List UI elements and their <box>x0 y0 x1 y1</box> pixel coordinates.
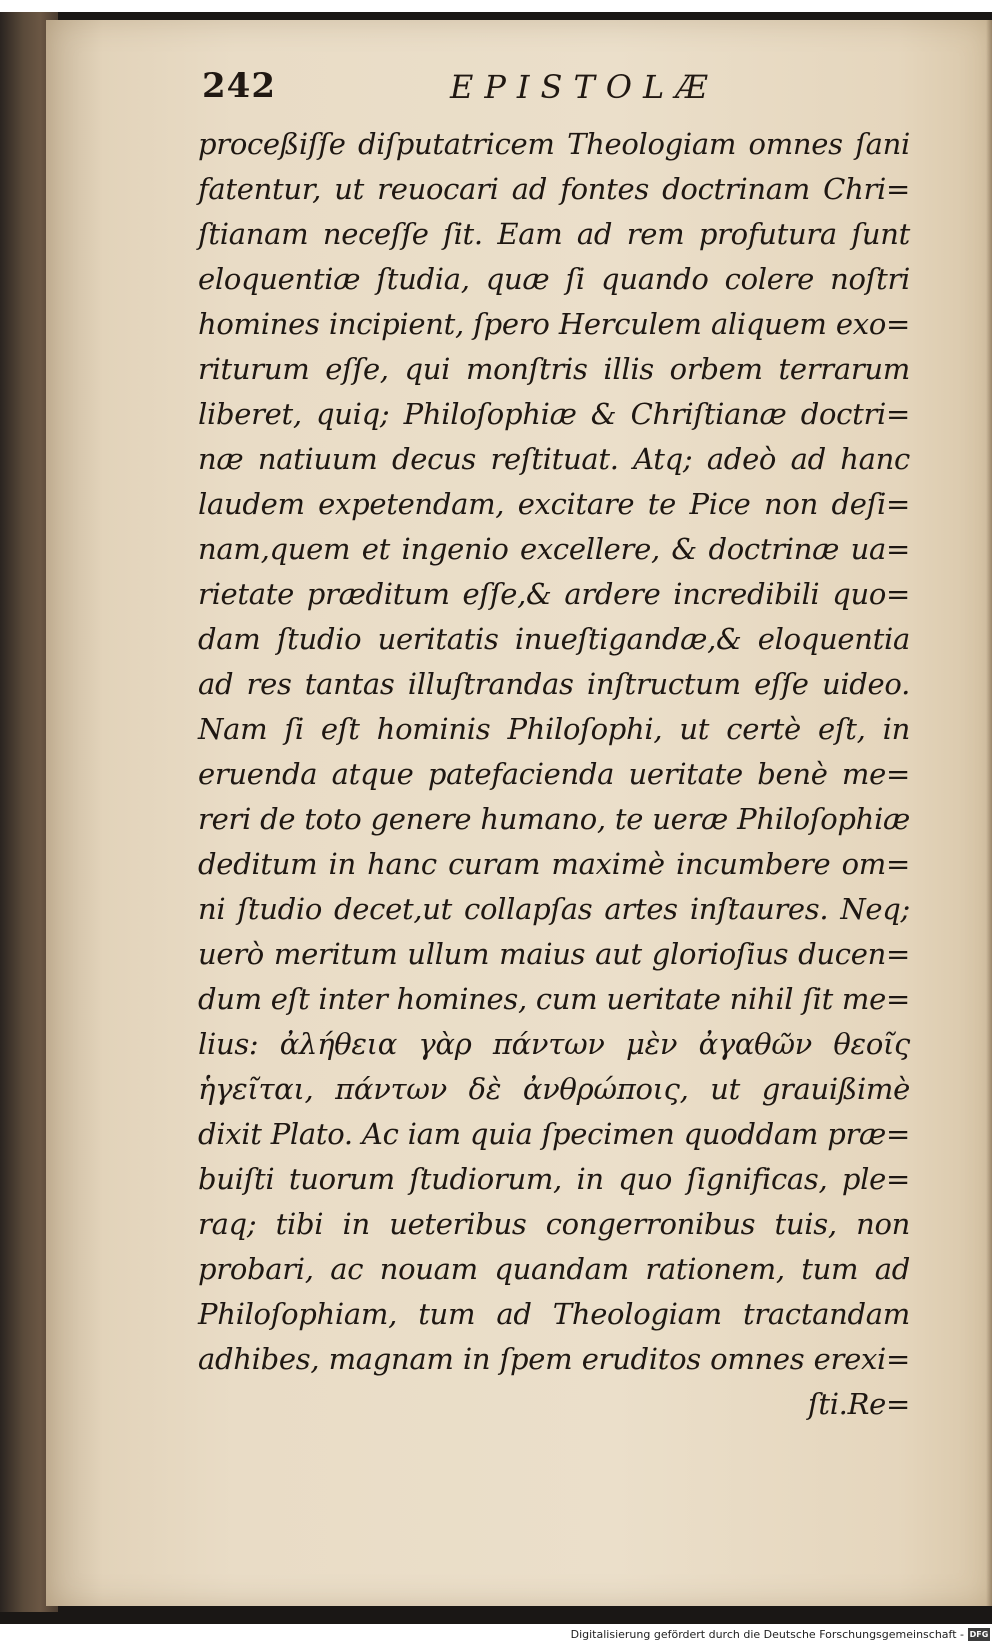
running-head: EPISTOLÆ <box>450 68 719 106</box>
text-line: buiſti tuorum ſtudiorum, in quo ſignificas, ple= <box>198 1162 910 1196</box>
text-line: ἡγεῖται, πάντων δὲ ἀνθρώποις, ut grauißimè <box>198 1072 910 1106</box>
text-line: Nam ſi eſt hominis Philoſophi, ut certè eſt, in <box>198 712 910 746</box>
text-line: nam,quem et ingenio excellere, & doctrinæ ua= <box>198 532 910 566</box>
text-line: riturum eſſe, qui monſtris illis orbem terrarum <box>198 352 910 386</box>
text-line: homines incipient, ſpero Herculem aliquem exo= <box>198 307 910 341</box>
text-line: ad res tantas illuſtrandas inſtructum eſſe uideo. <box>198 667 910 701</box>
text-line: proceßiſſe diſputatricem Theologiam omnes ſani <box>198 127 910 161</box>
text-line: deditum in hanc curam maximè incumbere om= <box>198 847 910 881</box>
text-line: laudem expetendam, excitare te Pice non deſi= <box>198 487 910 521</box>
text-line: eruenda atque patefacienda ueritate benè me= <box>198 757 910 791</box>
text-line: næ natiuum decus reſtituat. Atq; adeò ad hanc <box>198 442 910 476</box>
text-line: probari, ac nouam quandam rationem, tum ad <box>198 1252 910 1286</box>
text-line: uerò meritum ullum maius aut glorioſius ducen= <box>198 937 910 971</box>
text-line: lius: ἀλήθεια γὰρ πάντων μὲν ἀγαθῶν θεοῖς <box>198 1027 910 1061</box>
text-line: ni ſtudio decet,ut collapſas artes inſtaures. Neq; <box>198 892 910 926</box>
text-line: raq; tibi in ueteribus congerronibus tuis, non <box>198 1207 910 1241</box>
top-margin <box>0 0 1000 12</box>
text-line: adhibes, magnam in ſpem eruditos omnes erexi= <box>198 1342 910 1376</box>
body-text <box>198 122 910 1427</box>
right-margin <box>992 0 1000 1646</box>
text-line: reri de toto genere humano, te ueræ Philoſophiæ <box>198 802 910 836</box>
catchword: ſti.Re= <box>807 1387 910 1421</box>
text-line: Philoſophiam, tum ad Theologiam tractandam <box>198 1297 910 1331</box>
dfg-logo: DFG <box>969 1630 989 1639</box>
text-line: fatentur, ut reuocari ad fontes doctrinam Chri= <box>198 172 910 206</box>
text-line: liberet, quiq; Philoſophiæ & Chriſtianæ doctri= <box>198 397 910 431</box>
text-line: dum eſt inter homines, cum ueritate nihil ſit me= <box>198 982 910 1016</box>
text-line: dixit Plato. Ac iam quia ſpecimen quoddam præ= <box>198 1117 910 1151</box>
text-line: dam ſtudio ueritatis inueſtigandæ,& eloquentia <box>198 622 910 656</box>
footer-credit: Digitalisierung gefördert durch die Deutsche Forschungsgemeinschaft - <box>570 1628 964 1641</box>
text-line: rietate præditum eſſe,& ardere incredibili quo= <box>198 577 910 611</box>
page-number: 242 <box>202 66 276 106</box>
footer <box>0 1624 1000 1646</box>
text-line: eloquentiæ ſtudia, quæ ſi quando colere noſtri <box>198 262 910 296</box>
text-line: ſtianam neceſſe ſit. Eam ad rem profutura ſunt <box>198 217 910 251</box>
page-header <box>202 66 902 122</box>
